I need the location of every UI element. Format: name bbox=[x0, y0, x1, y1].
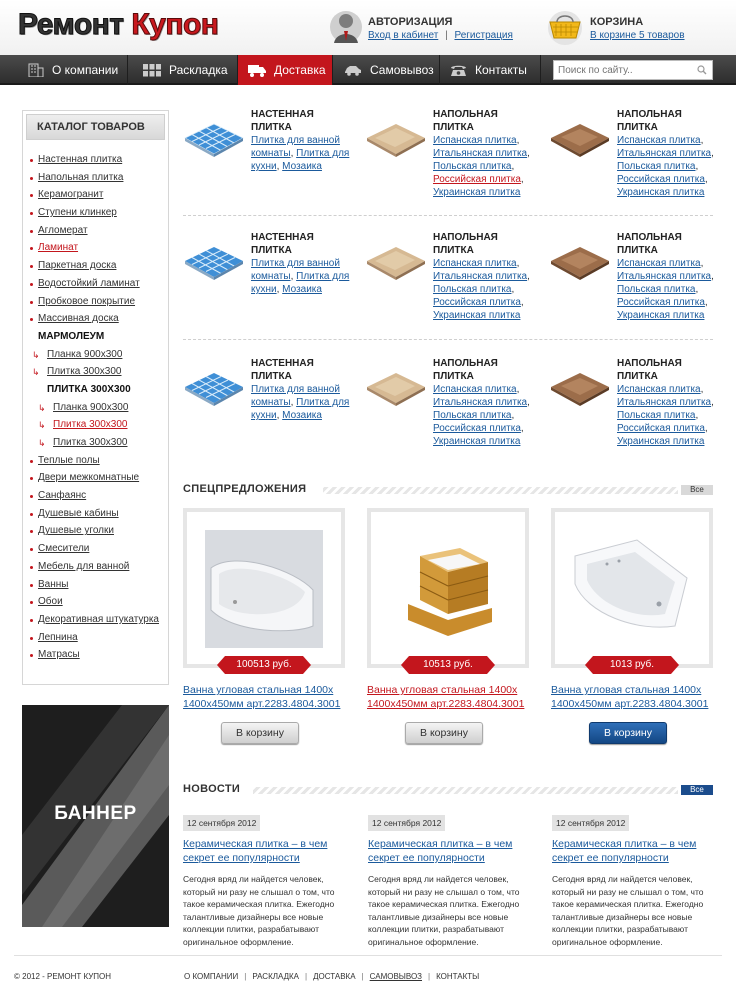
catalog-link[interactable]: Смесители bbox=[38, 543, 90, 555]
category-link-active[interactable]: Российская плитка bbox=[433, 174, 521, 185]
category-link[interactable]: Плитка для кухни bbox=[251, 271, 350, 295]
wall-tile-image[interactable] bbox=[183, 243, 245, 283]
footer-link-contacts[interactable]: КОНТАКТЫ bbox=[436, 972, 480, 981]
register-link[interactable]: Регистрация bbox=[454, 30, 513, 41]
catalog-link[interactable]: Мебель для ванной bbox=[38, 560, 130, 572]
catalog-item bbox=[29, 207, 167, 225]
floor-tile-beige-image[interactable] bbox=[365, 120, 427, 160]
catalog-link[interactable]: Ламинат bbox=[38, 242, 79, 254]
footer-nav bbox=[184, 972, 479, 981]
product-link[interactable]: Ванна угловая стальная 1400х 1400х450мм арт.2283.4804.3001 bbox=[183, 684, 341, 710]
news-date: 12 сентября 2012 bbox=[183, 815, 260, 831]
main-nav bbox=[0, 55, 736, 85]
news-date: 12 сентября 2012 bbox=[368, 815, 445, 831]
product-name bbox=[367, 683, 537, 711]
product-image-frame[interactable] bbox=[183, 508, 345, 668]
category-link[interactable]: Российская плитка bbox=[433, 423, 521, 434]
catalog-item bbox=[29, 579, 167, 597]
news-item bbox=[368, 815, 533, 949]
category-link[interactable]: Польская плитка bbox=[617, 410, 696, 421]
catalog-item bbox=[29, 172, 167, 190]
nav-item-delivery[interactable] bbox=[238, 55, 333, 85]
news-header bbox=[183, 783, 713, 797]
category-link[interactable]: Испанская плитка bbox=[433, 258, 517, 269]
category-row bbox=[183, 108, 713, 228]
floor-tile-brown-image[interactable] bbox=[549, 369, 611, 409]
category-link[interactable]: Польская плитка bbox=[617, 161, 696, 172]
wall-tile-image[interactable] bbox=[183, 369, 245, 409]
footer-copyright: © 2012 - РЕМОНТ КУПОН bbox=[14, 972, 112, 981]
catalog-link[interactable]: Пробковое покрытие bbox=[38, 295, 136, 307]
category-link[interactable]: Итальянская плитка bbox=[433, 271, 528, 282]
phone-icon bbox=[450, 64, 467, 77]
product-image-frame[interactable] bbox=[551, 508, 713, 668]
news-text: Сегодня вряд ли найдется человек, который ни разу не слышал о том, что такое керамическая плитка. Ежегодно талантливые дизайнеры все новые коллекции плитки, разрабатывают оригинальное оформление. bbox=[368, 874, 520, 947]
category-link[interactable]: Польская плитка bbox=[433, 161, 512, 172]
catalog-item bbox=[29, 260, 167, 278]
bathtub-image bbox=[205, 530, 323, 648]
news-date: 12 сентября 2012 bbox=[552, 815, 629, 831]
sub-arrow-icon: ↳ bbox=[38, 402, 46, 413]
car-icon bbox=[344, 65, 362, 76]
category-links: Испанская плитка, Итальянская плитка, Польская плитка, Российская плитка, Украинская плитка bbox=[617, 258, 714, 321]
news-headline bbox=[368, 837, 533, 865]
footer-separator: | bbox=[428, 972, 431, 981]
news-item bbox=[552, 815, 717, 949]
auth-title: АВТОРИЗАЦИЯ bbox=[368, 16, 453, 28]
category-link[interactable]: Украинская плитка bbox=[617, 310, 705, 321]
category-links: Испанская плитка, Итальянская плитка, Польская плитка, Российская плитка, Украинская плитка bbox=[433, 258, 530, 321]
category-link[interactable]: Плитка для кухни bbox=[251, 397, 350, 421]
catalog-link[interactable]: Двери межкомнатные bbox=[38, 472, 140, 484]
category-link[interactable]: Итальянская плитка bbox=[617, 271, 712, 282]
product-link[interactable]: Ванна угловая стальная 1400х 1400х450мм арт.2283.4804.3001 bbox=[551, 684, 709, 710]
catalog-link[interactable]: Планка 900x300 bbox=[47, 348, 123, 360]
category-card-floor bbox=[549, 108, 724, 218]
nav-item-pickup[interactable] bbox=[333, 55, 440, 85]
catalog-subitem bbox=[29, 437, 167, 455]
floor-tile-beige-image[interactable] bbox=[365, 369, 427, 409]
catalog-link[interactable]: Матрасы bbox=[38, 649, 80, 661]
catalog-item-active bbox=[29, 242, 167, 260]
category-link[interactable]: Российская плитка bbox=[617, 423, 705, 434]
footer-separator: | bbox=[305, 972, 308, 981]
footer-link-about[interactable]: О КОМПАНИИ bbox=[184, 972, 239, 981]
catalog-subitem bbox=[29, 349, 167, 367]
catalog-item bbox=[29, 561, 167, 579]
footer-separator: | bbox=[361, 972, 364, 981]
category-link[interactable]: Итальянская плитка bbox=[433, 397, 528, 408]
catalog-item bbox=[29, 313, 167, 331]
category-link[interactable]: Польская плитка bbox=[617, 284, 696, 295]
nav-item-about[interactable] bbox=[0, 55, 128, 85]
footer-separator: | bbox=[244, 972, 247, 981]
login-link[interactable]: Вход в кабинет bbox=[368, 30, 439, 41]
cart-title: КОРЗИНА bbox=[590, 16, 644, 28]
category-link[interactable]: Украинская плитка bbox=[433, 436, 521, 447]
catalog-link[interactable]: Водостойкий ламинат bbox=[38, 277, 140, 289]
category-title: НАПОЛЬНАЯ ПЛИТКА bbox=[433, 358, 498, 382]
catalog-link[interactable]: Санфаянс bbox=[38, 490, 87, 502]
auth-separator: | bbox=[445, 30, 448, 41]
grid-icon bbox=[143, 64, 161, 77]
category-links: Плитка для ванной комнаты, Плитка для кухни, Мозаика bbox=[251, 384, 350, 421]
category-card-floor bbox=[365, 357, 540, 467]
category-links: Испанская плитка, Итальянская плитка, Польская плитка, Российская плитка, Украинская плитка bbox=[617, 384, 714, 447]
nav-item-contacts[interactable] bbox=[440, 55, 541, 85]
catalog-link[interactable]: Обои bbox=[38, 596, 63, 608]
category-card-floor bbox=[549, 357, 724, 467]
category-row bbox=[183, 357, 713, 477]
price-tag: 10513 руб. bbox=[409, 656, 487, 674]
category-link[interactable]: Мозаика bbox=[282, 410, 322, 421]
category-title: НАПОЛЬНАЯ ПЛИТКА bbox=[617, 109, 682, 133]
product-link-active[interactable]: Ванна угловая стальная 1400х 1400х450мм арт.2283.4804.3001 bbox=[367, 684, 525, 710]
truck-icon bbox=[248, 64, 266, 77]
footer-link-delivery[interactable]: ДОСТАВКА bbox=[313, 972, 356, 981]
category-links: Испанская плитка, Итальянская плитка, Польская плитка, Российская плитка, Украинская плитка bbox=[433, 135, 530, 198]
specials-title: СПЕЦПРЕДЛОЖЕНИЯ bbox=[183, 483, 312, 495]
grid-divider bbox=[183, 339, 713, 340]
specials-all-link[interactable]: Все bbox=[681, 485, 713, 495]
catalog-link[interactable]: Планка 900x300 bbox=[53, 401, 129, 413]
catalog-item bbox=[29, 508, 167, 526]
category-card-floor bbox=[365, 108, 540, 218]
news-headline bbox=[183, 837, 348, 865]
catalog-link[interactable]: Ванны bbox=[38, 578, 69, 590]
category-link[interactable]: Мозаика bbox=[282, 284, 322, 295]
logo-word-1: Ремонт bbox=[18, 8, 124, 41]
nav-label-pickup: Самовывоз bbox=[370, 63, 434, 77]
catalog-item bbox=[29, 472, 167, 490]
category-link[interactable]: Итальянская плитка bbox=[617, 148, 712, 159]
catalog-item bbox=[29, 225, 167, 243]
catalog-item bbox=[29, 490, 167, 508]
search-icon[interactable] bbox=[697, 65, 707, 75]
user-icon bbox=[330, 7, 363, 47]
category-link[interactable]: Украинская плитка bbox=[617, 436, 705, 447]
catalog-item bbox=[29, 154, 167, 172]
catalog-link[interactable]: Плитка 300x300 bbox=[53, 419, 128, 431]
section-stripe bbox=[253, 787, 678, 794]
ad-banner[interactable] bbox=[22, 705, 169, 927]
catalog-item bbox=[29, 632, 167, 650]
category-link[interactable]: Мозаика bbox=[282, 161, 322, 172]
category-link[interactable]: Испанская плитка bbox=[433, 384, 517, 395]
floor-tile-brown-image[interactable] bbox=[549, 120, 611, 160]
catalog-link[interactable]: Декоративная штукатурка bbox=[38, 613, 159, 625]
add-to-cart-button[interactable]: В корзину bbox=[405, 722, 483, 744]
category-row bbox=[183, 231, 713, 351]
category-title: НАСТЕННАЯ ПЛИТКА bbox=[251, 109, 314, 133]
news-headline bbox=[552, 837, 717, 865]
nav-label-contacts: Контакты bbox=[475, 63, 527, 77]
product-name bbox=[183, 683, 353, 711]
category-card-floor bbox=[549, 231, 724, 341]
catalog-link[interactable]: Паркетная доска bbox=[38, 260, 117, 272]
corner-bath-image bbox=[567, 534, 697, 634]
auth-links bbox=[368, 30, 513, 41]
category-card-floor bbox=[365, 231, 540, 341]
footer-divider bbox=[14, 955, 722, 956]
news-item bbox=[183, 815, 348, 949]
catalog-link[interactable]: Плитка 300x300 bbox=[47, 366, 122, 378]
catalog-item bbox=[29, 596, 167, 614]
section-stripe bbox=[323, 487, 678, 494]
wall-tile-image[interactable] bbox=[183, 120, 245, 160]
logo-word-2: Купон bbox=[131, 8, 219, 41]
category-card-wall bbox=[183, 231, 358, 341]
news-link[interactable]: Керамическая плитка – в чем секрет ее популярности bbox=[552, 838, 697, 864]
catalog-link[interactable]: Керамогранит bbox=[38, 189, 104, 201]
category-link[interactable]: Итальянская плитка bbox=[433, 148, 528, 159]
category-link[interactable]: Испанская плитка bbox=[617, 258, 701, 269]
catalog-group-heading: МАРМОЛЕУМ bbox=[38, 330, 105, 342]
category-links: Плитка для ванной комнаты, Плитка для кухни, Мозаика bbox=[251, 258, 350, 295]
category-link[interactable]: Российская плитка bbox=[617, 297, 705, 308]
catalog-subitem bbox=[29, 366, 167, 384]
category-link[interactable]: Плитка для кухни bbox=[251, 148, 350, 172]
category-title: НАПОЛЬНАЯ ПЛИТКА bbox=[617, 358, 682, 382]
category-title: НАСТЕННАЯ ПЛИТКА bbox=[251, 232, 314, 256]
catalog-title: КАТАЛОГ ТОВАРОВ bbox=[26, 114, 165, 140]
site-header bbox=[0, 0, 736, 55]
search-input[interactable] bbox=[554, 61, 684, 79]
sub-arrow-icon: ↳ bbox=[38, 420, 46, 431]
category-link[interactable]: Российская плитка bbox=[617, 174, 705, 185]
catalog-item bbox=[29, 649, 167, 667]
price-tag: 100513 руб. bbox=[225, 656, 303, 674]
catalog-link[interactable]: Настенная плитка bbox=[38, 154, 123, 165]
catalog-link[interactable]: Плитка 300x300 bbox=[53, 437, 128, 448]
category-link[interactable]: Украинская плитка bbox=[433, 187, 521, 198]
news-all-link[interactable]: Все bbox=[681, 785, 713, 795]
category-title: НАСТЕННАЯ ПЛИТКА bbox=[251, 358, 314, 382]
specials-header bbox=[183, 483, 713, 497]
footer-link-layout[interactable]: РАСКЛАДКА bbox=[252, 972, 300, 981]
category-link[interactable]: Испанская плитка bbox=[617, 135, 701, 146]
catalog-subgroup-heading: ПЛИТКА 300X300 bbox=[47, 383, 131, 395]
building-icon bbox=[28, 63, 44, 77]
catalog-link[interactable]: Душевые кабины bbox=[38, 507, 119, 519]
category-link[interactable]: Украинская плитка bbox=[433, 310, 521, 321]
floor-tile-beige-image[interactable] bbox=[365, 243, 427, 283]
news-link[interactable]: Керамическая плитка – в чем секрет ее популярности bbox=[183, 838, 328, 864]
catalog-item bbox=[29, 614, 167, 632]
cart-basket-icon[interactable] bbox=[545, 10, 585, 46]
sub-arrow-icon: ↳ bbox=[38, 438, 46, 448]
add-to-cart-button[interactable]: В корзину bbox=[589, 722, 667, 744]
nav-label-layout: Раскладка bbox=[169, 63, 228, 77]
category-link[interactable]: Украинская плитка bbox=[617, 187, 705, 198]
catalog-sidebar bbox=[22, 110, 169, 685]
category-title: НАПОЛЬНАЯ ПЛИТКА bbox=[433, 109, 498, 133]
catalog-subitem-active bbox=[29, 419, 167, 437]
catalog-link[interactable]: Агломерат bbox=[38, 224, 88, 236]
catalog-item bbox=[29, 189, 167, 207]
catalog-item bbox=[29, 455, 167, 473]
category-card-wall bbox=[183, 357, 358, 467]
product-image-frame[interactable] bbox=[367, 508, 529, 668]
category-link[interactable]: Испанская плитка bbox=[433, 135, 517, 146]
category-link[interactable]: Плитка для ванной комнаты bbox=[251, 384, 340, 408]
sub-arrow-icon: ↳ bbox=[32, 349, 40, 360]
add-to-cart-button[interactable]: В корзину bbox=[221, 722, 299, 744]
category-link[interactable]: Российская плитка bbox=[433, 297, 521, 308]
category-links: Плитка для ванной комнаты, Плитка для кухни, Мозаика bbox=[251, 135, 350, 172]
banner-label: БАННЕР bbox=[54, 803, 137, 824]
catalog-link[interactable]: Лепнина bbox=[38, 631, 78, 643]
catalog-item bbox=[29, 278, 167, 296]
cart-count-link[interactable]: В корзине 5 товаров bbox=[590, 30, 685, 41]
grid-divider bbox=[183, 215, 713, 216]
catalog-item bbox=[29, 296, 167, 314]
catalog-link[interactable]: Напольная плитка bbox=[38, 171, 124, 183]
site-logo[interactable] bbox=[18, 8, 218, 42]
category-links: Испанская плитка, Итальянская плитка, Польская плитка, Российская плитка, Украинская плитка bbox=[617, 135, 714, 198]
catalog-list bbox=[29, 154, 167, 667]
nav-item-layout[interactable] bbox=[128, 55, 238, 85]
catalog-item bbox=[29, 543, 167, 561]
category-link[interactable]: Плитка для ванной комнаты bbox=[251, 135, 340, 159]
category-links: Испанская плитка, Итальянская плитка, Польская плитка, Российская плитка, Украинская плитка bbox=[433, 384, 530, 447]
nav-label-about: О компании bbox=[52, 63, 119, 77]
search-box bbox=[553, 60, 713, 80]
footer-link-pickup[interactable]: САМОВЫВОЗ bbox=[369, 972, 422, 981]
news-text: Сегодня вряд ли найдется человек, который ни разу не слышал о том, что такое керамическая плитка. Ежегодно талантливые дизайнеры все новые коллекции плитки, разрабатывают оригинальное оформление. bbox=[552, 874, 704, 947]
catalog-link[interactable]: Теплые полы bbox=[38, 454, 100, 466]
catalog-link[interactable]: Массивная доска bbox=[38, 313, 119, 325]
category-link[interactable]: Польская плитка bbox=[433, 410, 512, 421]
sub-arrow-icon: ↳ bbox=[32, 367, 40, 378]
catalog-link[interactable]: Ступени клинкер bbox=[38, 207, 117, 219]
category-link[interactable]: Польская плитка bbox=[433, 284, 512, 295]
catalog-link[interactable]: Душевые уголки bbox=[38, 525, 114, 537]
nav-label-delivery: Доставка bbox=[274, 63, 326, 77]
news-link[interactable]: Керамическая плитка – в чем секрет ее популярности bbox=[368, 838, 513, 864]
category-link[interactable]: Испанская плитка bbox=[617, 384, 701, 395]
floor-tile-brown-image[interactable] bbox=[549, 243, 611, 283]
category-title: НАПОЛЬНАЯ ПЛИТКА bbox=[617, 232, 682, 256]
news-title: НОВОСТИ bbox=[183, 783, 246, 795]
category-link[interactable]: Итальянская плитка bbox=[617, 397, 712, 408]
product-name bbox=[551, 683, 721, 711]
category-title: НАПОЛЬНАЯ ПЛИТКА bbox=[433, 232, 498, 256]
price-tag: 1013 руб. bbox=[593, 656, 671, 674]
news-text: Сегодня вряд ли найдется человек, который ни разу не слышал о том, что такое керамическая плитка. Ежегодно талантливые дизайнеры все новые коллекции плитки, разрабатывают оригинальное оформление. bbox=[183, 874, 335, 947]
catalog-subitem bbox=[29, 402, 167, 420]
category-card-wall bbox=[183, 108, 358, 218]
catalog-item bbox=[29, 525, 167, 543]
bathtub-box-image bbox=[398, 542, 498, 642]
category-link[interactable]: Плитка для ванной комнаты bbox=[251, 258, 340, 282]
